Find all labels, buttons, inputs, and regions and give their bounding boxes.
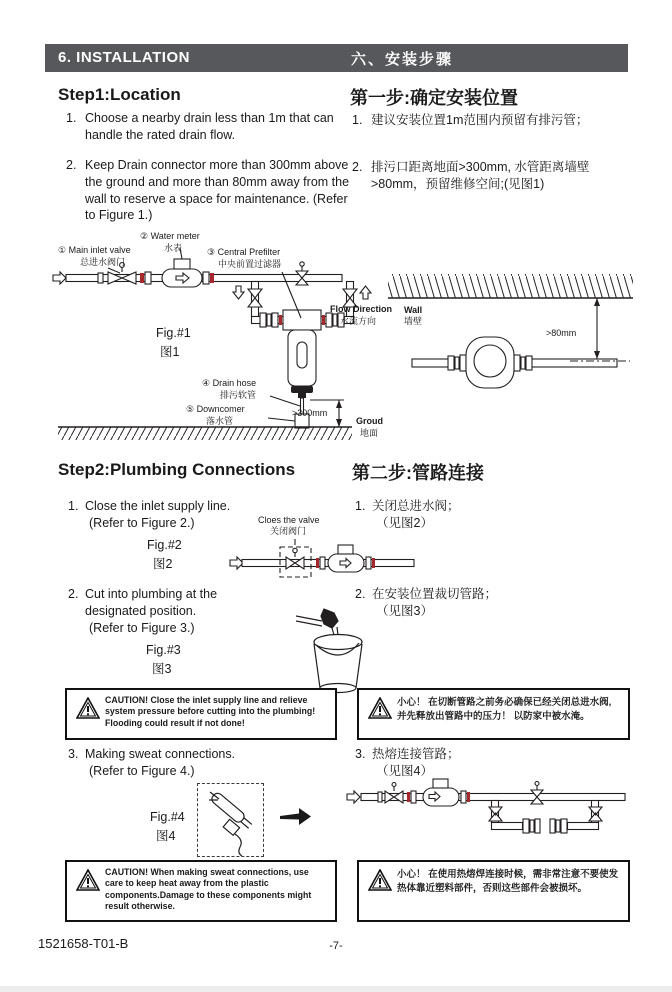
caution-text: CAUTION! Close the inlet supply line and relieve system pressure before cutting into the plumbing! Flooding could result if not done! — [105, 695, 316, 728]
item-text: Cut into plumbing at the — [85, 587, 218, 601]
item-number: 1. — [355, 499, 366, 513]
item-text: 建议安装位置1m范围内预留有排污管； — [371, 113, 589, 127]
figure4-torch-box — [197, 783, 264, 857]
figure2-caption-zh: 图2 — [153, 557, 173, 571]
ground-label-zh: 地面 — [360, 428, 379, 438]
section-header-bar — [45, 44, 628, 72]
drain-hose-label-en: ④ Drain hose — [202, 378, 257, 388]
close-valve-label-en: Cloes the valve — [258, 515, 320, 525]
item-number: 1. — [352, 113, 363, 127]
warning-icon — [76, 869, 100, 891]
item-number: 1. — [68, 499, 79, 513]
central-prefilter-label-zh: 中央前置过滤器 — [218, 259, 282, 269]
figure2-line-art — [228, 539, 423, 581]
wall-label-en: Wall — [404, 305, 423, 315]
caution-box-sweat-zh — [357, 860, 630, 922]
list-item — [352, 112, 640, 129]
item-text: （见图3） — [376, 603, 433, 618]
downcomer-label-en: ⑤ Downcomer — [186, 404, 245, 414]
drain-dimension-label: >300mm — [292, 408, 328, 418]
step1-heading-en: Step1:Location — [58, 85, 181, 104]
warning-icon — [368, 869, 392, 891]
central-prefilter-label-en: ③ Central Prefilter — [207, 247, 281, 257]
figure1-caption-en: Fig.#1 — [156, 326, 191, 340]
figure3-caption-en: Fig.#3 — [146, 643, 181, 657]
item-number: 2. — [355, 587, 366, 601]
item-number: 3. — [355, 747, 366, 761]
item-number: 2. — [352, 159, 363, 174]
caution-text: 小心！ 在切断管路之前务必确保已经关闭总进水阀, 并先释放出管路中的压力！ 以防家中被水淹。 — [397, 697, 612, 722]
step1-list-zh — [352, 112, 640, 206]
flow-direction-label-en: Flow Direction — [330, 304, 393, 314]
main-inlet-valve-label-en: ① Main inlet valve — [58, 245, 131, 255]
list-item — [352, 159, 640, 193]
wall-label-zh: 墙壁 — [404, 316, 423, 326]
ground-label-en: Groud — [356, 416, 383, 426]
caution-text: 小心！ 在使用热熔焊连接时候，需非常注意不要使发热体靠近塑料部件，否则这些部件会被损坏。 — [397, 869, 619, 894]
item-text: (Refer to Figure 4.) — [89, 763, 195, 778]
item-text: Keep Drain connector more than 300mm above the ground and more than 80mm away from the wall to reserve a space for maintenance. (Refer to Figure 1.) — [85, 157, 350, 223]
item-text: （见图4） — [376, 763, 433, 778]
footer-doc-number: 1521658-T01-B — [38, 936, 129, 951]
item-number: 3. — [68, 747, 79, 761]
torch-drawing — [198, 784, 263, 856]
downcomer-label-zh: 落水管 — [206, 416, 234, 426]
item-text: designated position. — [85, 603, 197, 618]
figure4-line-art — [345, 774, 640, 854]
figure3-line-art — [296, 602, 381, 697]
close-valve-label-zh: 关闭阀门 — [270, 526, 307, 536]
water-meter-label-zh: 水表 — [164, 243, 183, 253]
page-bottom-edge — [0, 986, 672, 992]
section-title-zh: 六、安装步骤 — [351, 51, 454, 68]
step2-heading-zh: 第二步:管路连接 — [352, 463, 484, 483]
item-text: Making sweat connections. — [85, 747, 236, 761]
main-inlet-valve-label-zh: 总进水阀门 — [80, 257, 126, 267]
step2-item3-en — [68, 746, 268, 780]
figure3-caption-zh: 图3 — [152, 662, 172, 676]
flow-direction-label-zh: 水流方向 — [340, 316, 377, 326]
figure1 — [50, 228, 635, 450]
step2-heading-en: Step2:Plumbing Connections — [58, 460, 296, 479]
warning-icon — [76, 697, 100, 719]
wall-dimension-label: >80mm — [546, 328, 577, 338]
caution-box-cutting-en — [65, 688, 337, 740]
arrow-right-icon — [280, 808, 312, 826]
step1-list-en — [66, 110, 354, 237]
figure1-caption-zh: 图1 — [160, 345, 180, 359]
step1-heading-zh: 第一步:确定安装位置 — [350, 88, 518, 108]
item-text: Choose a nearby drain less than 1m that can handle the rated drain flow. — [85, 111, 334, 142]
item-text: （见图2） — [376, 515, 433, 530]
item-text: Close the inlet supply line. — [85, 499, 231, 513]
item-text: 在安装位置裁切管路； — [372, 587, 498, 601]
caution-text: CAUTION! When making sweat connections, use care to keep heat away from the plastic components.Damage to these components might result otherwise. — [105, 867, 312, 912]
list-item — [66, 110, 354, 144]
figure1-line-art — [50, 228, 635, 450]
list-item — [66, 157, 354, 225]
figure2 — [228, 515, 423, 581]
caution-box-cutting-zh — [357, 688, 630, 740]
item-number: 2. — [66, 157, 77, 172]
warning-icon — [368, 697, 392, 719]
figure4-caption-zh: 图4 — [156, 829, 176, 843]
water-meter-label-en: ② Water meter — [140, 231, 200, 241]
figure4-caption-en: Fig.#4 — [150, 810, 185, 824]
item-text: (Refer to Figure 3.) — [89, 620, 195, 635]
item-text: 关闭总进水阀； — [372, 499, 460, 513]
section-title-en: 6. INSTALLATION — [58, 49, 190, 66]
step2-item2-en — [68, 586, 258, 637]
footer-page-number: -7- — [329, 940, 343, 952]
item-number: 2. — [68, 587, 79, 601]
figure2-caption-en: Fig.#2 — [147, 538, 182, 552]
caution-box-sweat-en — [65, 860, 337, 922]
item-text: 热熔连接管路； — [372, 747, 460, 761]
step2-item2-zh — [355, 586, 555, 620]
item-text: 排污口距离地面>300mm, 水管距离墙壁 >80mm，预留维修空间;(见图1) — [371, 159, 590, 191]
item-number: 1. — [66, 111, 77, 125]
item-text: (Refer to Figure 2.) — [89, 515, 195, 530]
drain-hose-label-zh: 排污软管 — [220, 390, 257, 400]
